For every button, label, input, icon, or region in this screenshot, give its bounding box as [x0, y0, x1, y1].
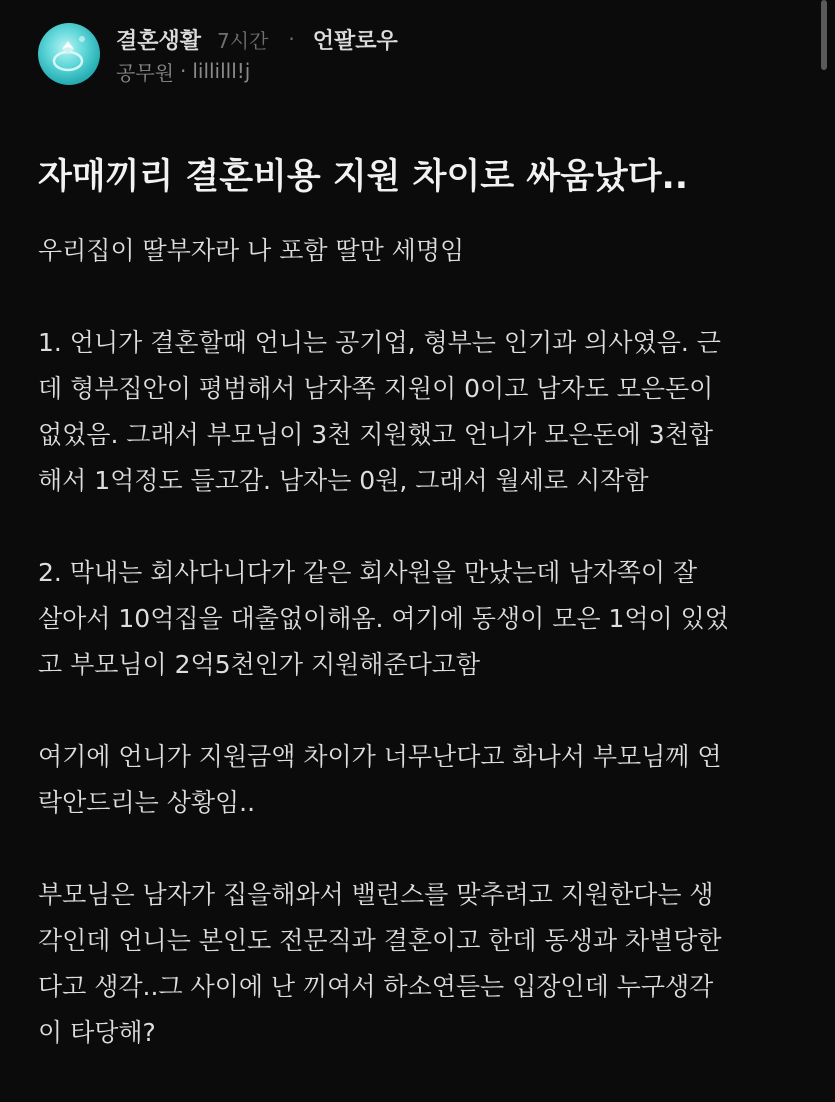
- post-header: [38, 23, 758, 89]
- body-line: 살아서 10억집을 대출없이해옴. 여기에 동생이 모은 1억이 있었: [38, 604, 729, 633]
- post-paragraph: [38, 872, 808, 1056]
- body-line: 데 형부집안이 평범해서 남자쪽 지원이 0이고 남자도 모은돈이: [38, 374, 714, 403]
- author-company[interactable]: 공무원: [116, 60, 174, 85]
- body-line: 여기에 언니가 지원금액 차이가 너무난다고 화나서 부모님께 연: [38, 742, 722, 771]
- body-line: 우리집이 딸부자라 나 포함 딸만 세명임: [38, 236, 465, 265]
- body-line: 부모님은 남자가 집을해와서 밸런스를 맞추려고 지원한다는 생: [38, 880, 714, 909]
- body-line: 없었음. 그래서 부모님이 3천 지원했고 언니가 모은돈에 3천합: [38, 420, 713, 449]
- body-line: 2. 막내는 회사다니다가 같은 회사원을 만났는데 남자쪽이 잘: [38, 558, 698, 587]
- body-line: 해서 1억정도 들고감. 남자는 0원, 그래서 월세로 시작함: [38, 466, 649, 495]
- author-separator: ·: [179, 59, 187, 83]
- diamond-ring-icon: [38, 23, 100, 85]
- meta-separator: ·: [288, 27, 295, 51]
- post-paragraph: [38, 228, 808, 274]
- post-paragraph: [38, 320, 808, 504]
- body-line: 락안드리는 상황임..: [38, 788, 256, 817]
- post-time: 7시간: [217, 28, 269, 53]
- author-info: [116, 57, 250, 85]
- author-nickname[interactable]: lillilll!j: [192, 59, 251, 83]
- body-line: 다고 생각..그 사이에 난 끼여서 하소연듣는 입장인데 누구생각: [38, 972, 714, 1001]
- post-paragraph: [38, 550, 808, 688]
- post-body: [38, 228, 808, 1102]
- post-meta-primary: [116, 25, 398, 53]
- post-title: 자매끼리 결혼비용 지원 차이로 싸움났다..: [38, 157, 689, 197]
- board-name[interactable]: 결혼생활: [116, 28, 202, 54]
- body-line: 각인데 언니는 본인도 전문직과 결혼이고 한데 동생과 차별당한: [38, 926, 722, 955]
- body-line: 1. 언니가 결혼할때 언니는 공기업, 형부는 인기과 의사였음. 근: [38, 328, 721, 357]
- body-line: 고 부모님이 2억5천인가 지원해준다고함: [38, 650, 481, 679]
- post-paragraph: [38, 734, 808, 826]
- board-avatar[interactable]: [38, 23, 100, 85]
- scrollbar[interactable]: [821, 0, 827, 70]
- unfollow-button[interactable]: 언팔로우: [312, 28, 398, 54]
- body-line: 이 타당해?: [38, 1018, 156, 1047]
